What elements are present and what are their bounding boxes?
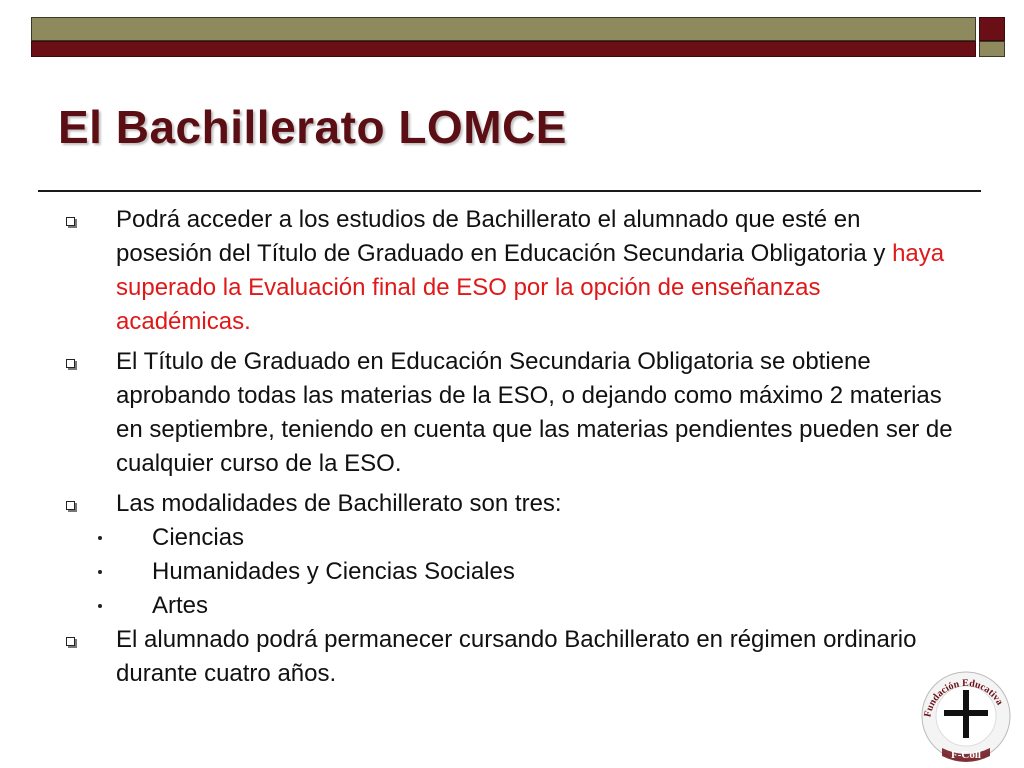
bullet-item	[58, 623, 958, 691]
sub-bullet-text: Artes	[152, 592, 209, 619]
square-bullet-icon	[66, 637, 75, 646]
sub-bullet-text: Humanidades y Ciencias Sociales	[152, 558, 515, 585]
square-bullet-icon	[66, 359, 75, 368]
top-decorative-band	[31, 17, 976, 57]
logo-arc-text: Fundación Educativa	[922, 677, 1006, 719]
bullet-text: El alumnado podrá permanecer cursando Bachillerato en régimen ordinario durante cuatro años.	[116, 626, 917, 687]
corner-square-maroon	[979, 17, 1005, 41]
bullet-item	[58, 203, 958, 339]
bullet-text: Las modalidades de Bachillerato son tres:	[116, 490, 562, 517]
band-olive-strip	[31, 17, 976, 41]
dot-bullet-icon	[98, 536, 102, 540]
corner-square-olive	[979, 41, 1005, 57]
sub-bullet-item	[58, 521, 958, 555]
slide-title: El Bachillerato LOMCE	[58, 101, 567, 153]
bullet-text: El Título de Graduado en Educación Secundaria Obligatoria se obtiene aprobando todas las materias de la ESO, o dejando como máximo 2 materias en septiembre, teniendo en cuenta que las materias pendientes pueden ser de cualquier curso de la ESO.	[116, 348, 953, 477]
square-bullet-icon	[66, 217, 75, 226]
bullet-highlight-text: haya superado la Evaluación final de ESO por la opción de enseñanzas académicas.	[116, 240, 945, 335]
bullet-item	[58, 345, 958, 481]
square-bullet-icon	[66, 501, 75, 510]
logo-bottom-text: F-Coll	[951, 749, 981, 761]
bullet-text: Podrá acceder a los estudios de Bachillerato el alumnado que esté en posesión del Título de Graduado en Educación Secundaria Obligatoria y	[116, 206, 893, 267]
corner-squares	[979, 17, 1005, 57]
title-divider	[38, 190, 981, 192]
bullet-item	[58, 487, 958, 521]
dot-bullet-icon	[98, 570, 102, 574]
band-maroon-strip	[31, 41, 976, 57]
sub-bullet-text: Ciencias	[152, 524, 245, 551]
slide-body	[58, 203, 958, 697]
dot-bullet-icon	[98, 604, 102, 608]
sub-bullet-item	[58, 589, 958, 623]
sub-bullet-item	[58, 555, 958, 589]
fundacion-logo-icon	[912, 660, 1020, 766]
